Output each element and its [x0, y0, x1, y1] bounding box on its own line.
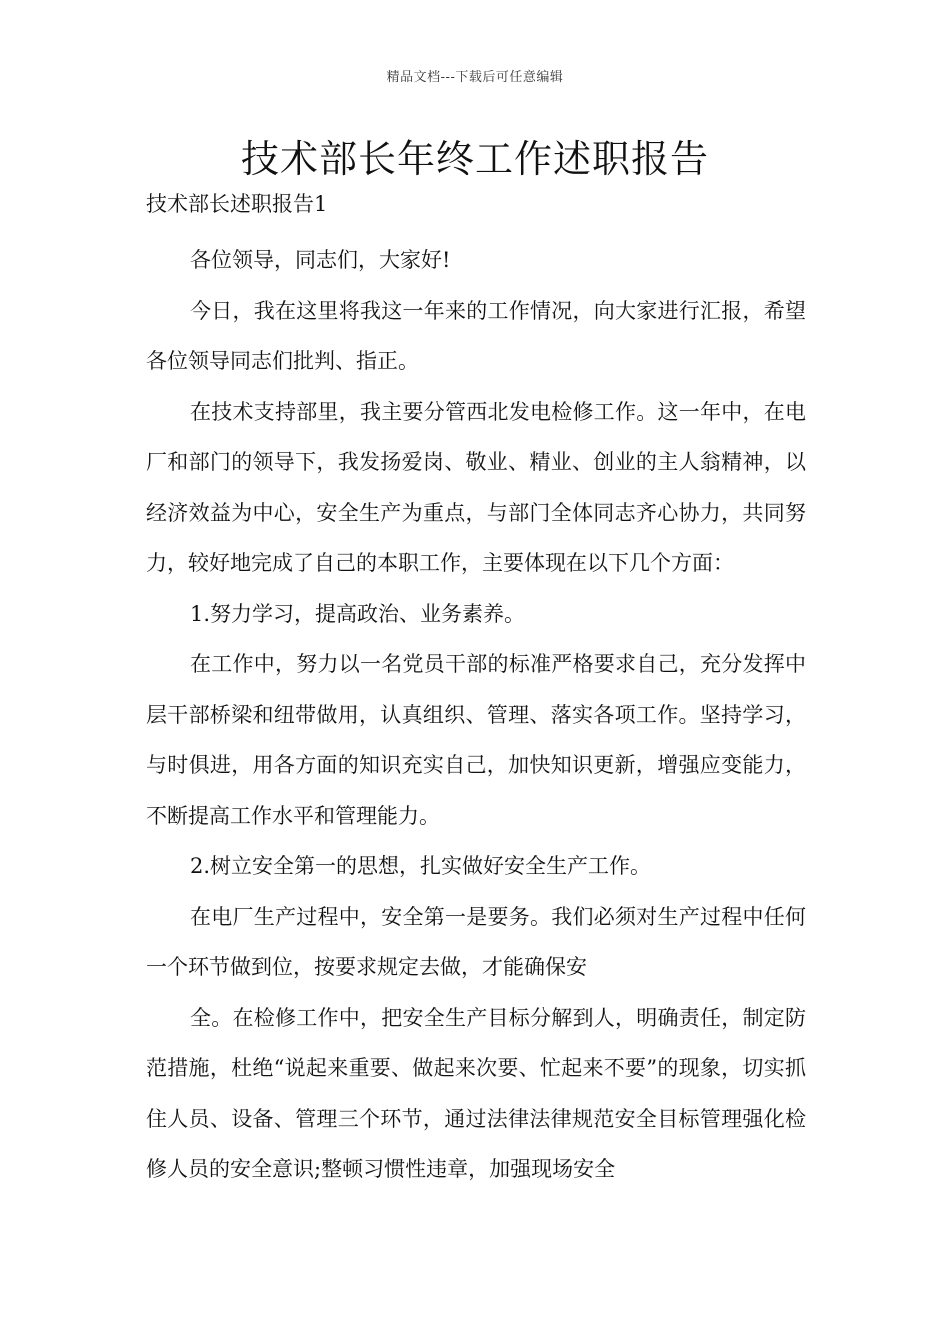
paragraph-study: 在工作中，努力以一名党员干部的标准严格要求自己，充分发挥中层干部桥梁和纽带做用，认真组织、管理、落实各项工作。坚持学习，与时俱进，用各方面的知识充实自己，加快知识更新，增强应变能力，不断提高工作水平和管理能力。	[146, 652, 806, 828]
header-note: 精品文档---下载后可任意编辑	[386, 70, 564, 85]
paragraph-heading-1: 1.努力学习，提高政治、业务素养。	[190, 601, 526, 626]
document-subtitle: 技术部长述职报告1	[146, 192, 328, 216]
paragraph-safety-continued: 全。在检修工作中，把安全生产目标分解到人，明确责任，制定防范措施，杜绝“说起来重要、做起来次要、忙起来不要”的现象，切实抓住人员、设备、管理三个环节，通过法律法律规范安全目标管理强化检修人员的安全意识;整顿习惯性违章，加强现场安全	[146, 1005, 806, 1181]
paragraph-greeting: 各位领导，同志们，大家好!	[190, 248, 451, 272]
paragraph-overview: 在技术支持部里，我主要分管西北发电检修工作。这一年中，在电厂和部门的领导下，我发扬爱岗、敬业、精业、创业的主人翁精神，以经济效益为中心，安全生产为重点，与部门全体同志齐心协力，共同努力，较好地完成了自己的本职工作，主要体现在以下几个方面：	[146, 399, 806, 575]
paragraph-safety: 在电厂生产过程中，安全第一是要务。我们必须对生产过程中任何一个环节做到位，按要求规定去做，才能确保安	[146, 904, 806, 979]
paragraph-heading-2: 2.树立安全第一的思想，扎实做好安全生产工作。	[190, 854, 652, 878]
document-title: 技术部长年终工作述职报告	[240, 137, 709, 181]
document-body	[146, 235, 806, 1195]
paragraph-intro: 今日，我在这里将我这一年来的工作情况，向大家进行汇报，希望各位领导同志们批判、指正。	[146, 298, 806, 373]
